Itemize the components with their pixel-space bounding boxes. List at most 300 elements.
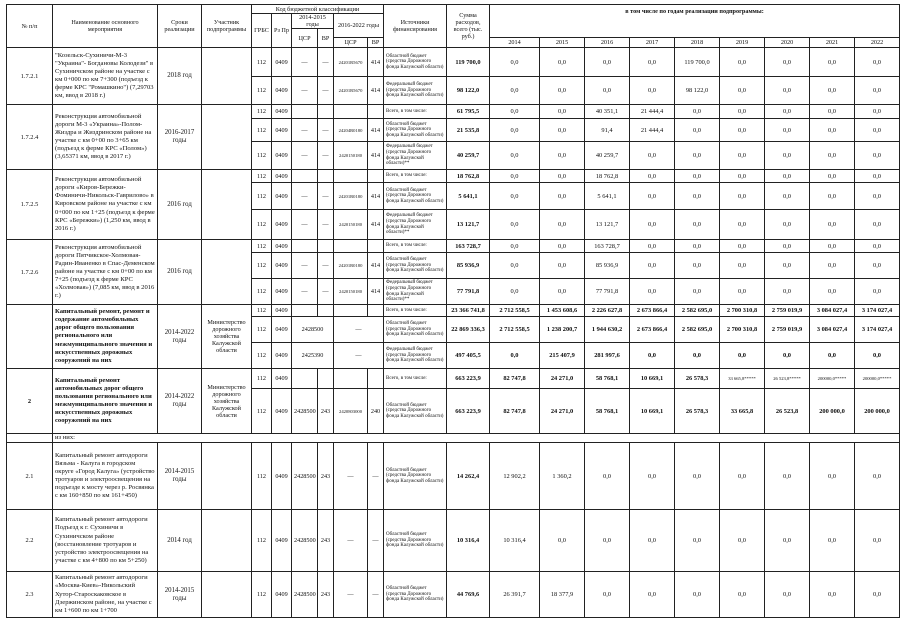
cell-year-value: 0,0 [490,119,540,142]
cell-year-value: 40 351,1 [585,105,630,119]
cell-year-value: 0,0 [585,572,630,618]
cell-rzpr: 0409 [272,305,292,317]
table-row [7,443,900,510]
cell-grbs: 112 [252,170,272,183]
header-year: 2014 [490,38,540,48]
cell-sum: 44 769,6 [447,572,490,618]
cell-year-value: 0,0 [490,105,540,119]
cell-source: Всего, в том числе: [384,170,447,183]
header-by-years: в том числе по годам реализации подпрограммы: [490,5,900,38]
cell-year-value: 21 444,4 [630,119,675,142]
cell-csr-1622: 2420803000 [334,389,368,434]
cell-year-value: 200000,0***** [810,369,855,389]
cell-year-value: 0,0 [810,279,855,305]
cell-rzpr: 0409 [272,369,292,389]
cell-year-value: 0,0 [765,48,810,77]
row-subprogram [202,510,252,572]
cell-year-value: 12 902,2 [490,443,540,510]
cell-year-value: 0,0 [490,183,540,210]
row-name: Реконструкция автомобильной дороги «Киров-Бережки-Фоминичи-Никольск-Гаврилово» в Кировском районе на участке с км 0+000 по км 1+25 (подъезд к ферме КРС «Бережки») (1,250 км, ввод в 2016 г.) [53,170,158,240]
cell-csr-1415: — [292,119,318,142]
cell-rzpr: 0409 [272,183,292,210]
cell-year-value: 3 174 027,4 [855,317,900,343]
cell-year-value: 0,0 [855,240,900,253]
cell-vr-1622: 414 [368,77,384,105]
cell-rzpr: 0409 [272,240,292,253]
cell-vr-1622 [368,305,384,317]
cell-csr-1622: 24201R0180 [334,253,368,279]
cell-csr-1622 [334,369,368,389]
cell-year-value: 0,0 [720,343,765,369]
cell-year-value: 0,0 [490,210,540,240]
cell-vr-1622: 414 [368,119,384,142]
row-num: 1.7.2.6 [7,240,53,305]
cell-rzpr: 0409 [272,77,292,105]
cell-sum: 77 791,8 [447,279,490,305]
cell-year-value: 0,0 [630,279,675,305]
cell-grbs: 112 [252,183,272,210]
row-name: Капитальный ремонт, ремонт и содержание автомобильных дорог общего пользования регионального или межмуниципального значения и искусственных дорожных сооружений на них [53,305,158,369]
header-grbs: ГРБС [252,14,272,48]
cell-source: Всего, в том числе: [384,240,447,253]
cell-year-value: 0,0 [675,253,720,279]
cell-year-value: 24 271,0 [540,369,585,389]
cell-year-value: 2 712 558,5 [490,305,540,317]
cell-sum: 14 262,4 [447,443,490,510]
cell-year-value: 200 000,0 [855,389,900,434]
cell-year-value: 18 762,8 [585,170,630,183]
cell-grbs: 112 [252,240,272,253]
cell-vr-1415: 243 [318,572,334,618]
header-year: 2017 [630,38,675,48]
cell-year-value: 0,0 [720,119,765,142]
cell-vr-1622: 414 [368,183,384,210]
cell-vr-1622: 414 [368,279,384,305]
cell-year-value: 0,0 [675,572,720,618]
cell-year-value: 0,0 [720,105,765,119]
cell-year-value: 0,0 [540,48,585,77]
cell-vr-1415: — [318,183,334,210]
cell-csr-1415: 2428500 [292,443,318,510]
cell-vr-1622: — [368,443,384,510]
cell-sum: 21 535,8 [447,119,490,142]
cell-year-value: 21 444,4 [630,105,675,119]
cell-csr-1415: — [292,279,318,305]
cell-csr-1415: 2425390 [292,343,334,369]
cell-csr-1415: — [292,210,318,240]
cell-sum: 163 728,7 [447,240,490,253]
cell-year-value: 5 641,1 [585,183,630,210]
header-year: 2016 [585,38,630,48]
row-name: Реконструкция автомобильной дороги М-3 «Украина»-Полом-Жиздра и Жиздринском районе на участке с км 0+00 по 3+65 км (подъезд к ферме КРС «Полом») (3,65371 км, ввод в 2017 г.) [53,105,158,170]
cell-source: Областной бюджет (средства Дорожного фонда Калужской области) [384,443,447,510]
row-name: Капитальный ремонт автодороги Подъезд к г. Сухиничи в Сухиничском районе (восстановление тротуаров и устройство электроосвещения на участке с км 4+800 по км 5+250) [53,510,158,572]
cell-year-value: 33 665,8***** [720,369,765,389]
cell-year-value: 0,0 [630,170,675,183]
cell-year-value: 2 759 019,9 [765,305,810,317]
row-subprogram: Министерство дорожного хозяйства Калужской области [202,369,252,434]
cell-csr-1415: — [292,48,318,77]
cell-grbs: 112 [252,142,272,170]
cell-source: Областной бюджет (средства Дорожного фонда Калужской области) [384,510,447,572]
cell-year-value: 2 700 310,8 [720,305,765,317]
cell-grbs: 112 [252,572,272,618]
header-vr-b: ВР [368,38,384,48]
cell-year-value: 0,0 [720,77,765,105]
table-row [7,510,900,572]
cell-vr-1415: — [318,77,334,105]
cell-year-value: 82 747,8 [490,389,540,434]
row-subprogram [202,170,252,240]
cell-source: Областной бюджет (средства Дорожного фонда Калужской области) [384,572,447,618]
cell-year-value: 0,0 [810,170,855,183]
cell-source: Всего, в том числе: [384,305,447,317]
table-row [7,105,900,119]
cell-year-value: 0,0 [490,77,540,105]
cell-vr-1415: — [318,142,334,170]
cell-source: Областной бюджет (средства Дорожного фонда Калужской области) [384,317,447,343]
cell-year-value: 0,0 [855,443,900,510]
cell-year-value: 1 238 200,7 [540,317,585,343]
cell-year-value: 33 665,8 [720,389,765,434]
cell-source: Областной бюджет (средства Дорожного фонда Калужской области) [384,48,447,77]
cell-year-value: 0,0 [765,240,810,253]
row-period: 2014-2022 годы [158,305,202,369]
cell-year-value: 2 673 866,4 [630,305,675,317]
cell-csr-1622 [334,105,368,119]
cell-csr-1622: 24201R5670 [334,77,368,105]
cell-csr-1622: — [334,343,384,369]
cell-year-value: 2 582 695,0 [675,317,720,343]
cell-rzpr: 0409 [272,510,292,572]
cell-sum: 10 316,4 [447,510,490,572]
cell-year-value: 0,0 [675,170,720,183]
cell-year-value: 0,0 [720,142,765,170]
table-row [7,572,900,618]
cell-year-value: 2 700 310,8 [720,317,765,343]
cell-csr-1415 [292,170,318,183]
cell-year-value: 0,0 [810,253,855,279]
cell-year-value: 200000,0***** [855,369,900,389]
cell-vr-1622: 414 [368,142,384,170]
cell-year-value: 0,0 [810,105,855,119]
cell-vr-1415 [318,105,334,119]
cell-year-value: 77 791,8 [585,279,630,305]
row-num: 1.7.2.1 [7,48,53,105]
cell-year-value: 0,0 [765,142,810,170]
cell-year-value: 0,0 [855,343,900,369]
cell-rzpr: 0409 [272,343,292,369]
cell-csr-1622 [334,240,368,253]
cell-year-value: 0,0 [855,119,900,142]
cell-source: Федеральный бюджет (средства Дорожного фонда Калужской области)** [384,142,447,170]
cell-year-value: 0,0 [855,48,900,77]
cell-grbs: 112 [252,279,272,305]
cell-year-value: 0,0 [630,510,675,572]
cell-year-value: 0,0 [855,210,900,240]
cell-year-value: 0,0 [540,279,585,305]
cell-year-value: 0,0 [540,253,585,279]
budget-table [6,4,900,618]
cell-year-value: 13 121,7 [585,210,630,240]
row-period: 2014-2015 годы [158,443,202,510]
header-num: № п/п [7,5,53,48]
cell-year-value: 10 316,4 [490,510,540,572]
cell-year-value: 0,0 [765,253,810,279]
cell-year-value: 0,0 [855,77,900,105]
cell-year-value: 0,0 [540,170,585,183]
header-year: 2019 [720,38,765,48]
cell-year-value: 0,0 [720,48,765,77]
cell-year-value: 0,0 [720,443,765,510]
header-y1622: 2016-2022 годы [334,14,384,38]
cell-year-value: 3 084 027,4 [810,305,855,317]
cell-sum: 497 405,5 [447,343,490,369]
cell-year-value: 0,0 [675,105,720,119]
cell-year-value: 10 669,1 [630,389,675,434]
cell-rzpr: 0409 [272,253,292,279]
cell-year-value: 0,0 [490,142,540,170]
cell-year-value: 0,0 [540,240,585,253]
cell-year-value: 0,0 [490,253,540,279]
cell-csr-1622: — [334,317,384,343]
header-name: Наименование основного мероприятия [53,5,158,48]
cell-vr-1622 [368,240,384,253]
cell-csr-1622: 2420150180 [334,142,368,170]
cell-year-value: 0,0 [540,142,585,170]
cell-year-value: 0,0 [765,279,810,305]
header-year: 2018 [675,38,720,48]
cell-csr-1415: — [292,253,318,279]
table-row [7,305,900,317]
cell-csr-1415 [292,305,318,317]
header-csr-a: ЦСР [292,29,318,48]
row-subprogram [202,48,252,105]
header-period: Сроки реализации [158,5,202,48]
cell-vr-1622 [368,170,384,183]
cell-source: Федеральный бюджет (средства Дорожного фонда Калужской области) [384,77,447,105]
cell-sum: 663 223,9 [447,389,490,434]
cell-grbs: 112 [252,317,272,343]
cell-source: Всего, в том числе: [384,105,447,119]
cell-csr-1415: 2428500 [292,317,334,343]
cell-grbs: 112 [252,305,272,317]
table-row [7,48,900,77]
document-page [6,4,899,636]
cell-csr-1622: — [334,443,368,510]
cell-year-value: 0,0 [630,343,675,369]
cell-year-value: 0,0 [765,343,810,369]
table-row [7,240,900,253]
cell-csr-1622: — [334,510,368,572]
cell-sum: 85 936,9 [447,253,490,279]
cell-year-value: 0,0 [675,142,720,170]
table-row [7,434,900,443]
cell-year-value: 58 768,1 [585,389,630,434]
cell-year-value: 0,0 [765,210,810,240]
row-period: 2018 год [158,48,202,105]
cell-year-value: 0,0 [585,510,630,572]
cell-year-value: 0,0 [765,183,810,210]
cell-year-value: 281 997,6 [585,343,630,369]
cell-source: Федеральный бюджет (средства Дорожного фонда Калужской области) [384,343,447,369]
row-subprogram [202,105,252,170]
cell-year-value: 0,0 [630,142,675,170]
cell-year-value: 1 453 608,6 [540,305,585,317]
cell-year-value: 0,0 [675,119,720,142]
cell-rzpr: 0409 [272,210,292,240]
cell-csr-1622: — [334,572,368,618]
cell-year-value: 0,0 [675,443,720,510]
header-budget-code: Код бюджетной классификации [252,5,384,14]
header-year: 2015 [540,38,585,48]
cell-year-value: 0,0 [810,48,855,77]
cell-grbs: 112 [252,389,272,434]
cell-year-value: 26 523,8 [765,389,810,434]
cell-year-value: 0,0 [765,443,810,510]
cell-year-value: 0,0 [765,77,810,105]
cell-sum: 5 641,1 [447,183,490,210]
row-subprogram [202,443,252,510]
cell-year-value: 0,0 [490,48,540,77]
cell-rzpr: 0409 [272,317,292,343]
cell-year-value: 0,0 [540,105,585,119]
cell-year-value: 0,0 [720,240,765,253]
cell-year-value: 24 271,0 [540,389,585,434]
header-y1415: 2014-2015 годы [292,14,334,29]
row-subprogram [202,240,252,305]
cell-sum: 663 223,9 [447,369,490,389]
row-period: 2014 год [158,510,202,572]
cell-vr-1622: 414 [368,210,384,240]
cell-year-value: 0,0 [630,210,675,240]
cell-year-value: 0,0 [540,210,585,240]
cell-csr-1415: — [292,183,318,210]
cell-year-value: 0,0 [720,572,765,618]
cell-year-value: 0,0 [630,77,675,105]
cell-year-value: 215 407,9 [540,343,585,369]
cell-year-value: 0,0 [490,170,540,183]
header-csr-b: ЦСР [334,38,368,48]
cell-csr-1415: 2428500 [292,510,318,572]
cell-year-value: 0,0 [630,443,675,510]
cell-year-value: 0,0 [720,210,765,240]
cell-csr-1415: 2428500 [292,572,318,618]
cell-year-value: 2 226 627,8 [585,305,630,317]
row-name: Капитальный ремонт автодороги «Москва-Киев»-Никольский Хутор-Староскаковское в Дзержинском районе, на участке с км 1+600 по км 1+700 [53,572,158,618]
cell-vr-1622: 240 [368,389,384,434]
cell-year-value: 0,0 [585,48,630,77]
cell-rzpr: 0409 [272,142,292,170]
cell-year-value: 0,0 [765,510,810,572]
cell-year-value: 0,0 [855,142,900,170]
cell-year-value: 0,0 [765,105,810,119]
cell-year-value: 26 523,8***** [765,369,810,389]
cell-year-value: 0,0 [540,183,585,210]
cell-year-value: 0,0 [490,343,540,369]
header-source: Источники финансирования [384,5,447,48]
header-rzpr: Рз Пр [272,14,292,48]
cell-sum: 23 366 741,8 [447,305,490,317]
row-period: 2014-2022 годы [158,369,202,434]
row-num: 2.2 [7,510,53,572]
cell-source: Областной бюджет (средства Дорожного фонда Калужской области) [384,183,447,210]
cell-vr-1622 [368,369,384,389]
cell-year-value: 0,0 [720,279,765,305]
cell-year-value: 0,0 [855,510,900,572]
row-name: Капитальный ремонт автомобильных дорог общего пользования регионального или межмуниципального значения и искусственных дорожных сооружений на них [53,369,158,434]
cell-vr-1415: — [318,119,334,142]
cell-vr-1415 [318,240,334,253]
cell-year-value: 0,0 [675,183,720,210]
cell-vr-1415: 243 [318,389,334,434]
cell-grbs: 112 [252,77,272,105]
cell-vr-1415 [318,369,334,389]
row-subprogram: Министерство дорожного хозяйства Калужской области [202,305,252,369]
cell-vr-1415: — [318,48,334,77]
cell-rzpr: 0409 [272,170,292,183]
cell-year-value: 0,0 [630,572,675,618]
cell-rzpr: 0409 [272,572,292,618]
cell-source: Областной бюджет (средства Дорожного фонда Калужской области) [384,119,447,142]
cell-rzpr: 0409 [272,443,292,510]
cell-year-value: 0,0 [720,183,765,210]
cell-csr-1415: — [292,142,318,170]
cell-rzpr: 0409 [272,119,292,142]
cell-grbs: 112 [252,253,272,279]
row-num: 1.7.2.4 [7,105,53,170]
cell-csr-1622: 24201R5670 [334,48,368,77]
cell-year-value: 0,0 [720,510,765,572]
row-name: "Козельск-Сухиничи-М-3 "Украина"- Богдановы Колодези" в Сухиничском районе на участке с км 0+000 по км 7+300 (подъезд к ферме КРС "Ромашкино") (7,29703 км, ввод в 2018 г.) [53,48,158,105]
cell-vr-1415: 243 [318,443,334,510]
cell-year-value: 0,0 [490,240,540,253]
cell-sum: 18 762,8 [447,170,490,183]
row-name: Капитальный ремонт автодороги Вязьма - Калуга в городском округе «Город Калуга» (устройство тротуаров и электроосвещения на подъезде к мосту через р. Росвянка с км 160+850 по км 161+450) [53,443,158,510]
header-sum: Сумма расходов, всего (тыс. руб.) [447,5,490,48]
cell-year-value: 0,0 [720,170,765,183]
cell-csr-1622 [334,305,368,317]
cell-csr-1415 [292,105,318,119]
cell-year-value: 0,0 [810,77,855,105]
table-row [7,170,900,183]
cell-sum: 61 795,5 [447,105,490,119]
cell-vr-1415 [318,305,334,317]
cell-year-value: 0,0 [540,510,585,572]
cell-year-value: 0,0 [675,343,720,369]
cell-source: Всего, в том числе: [384,369,447,389]
row-num: 2 [7,369,53,434]
cell-csr-1415: 2428500 [292,389,318,434]
cell-year-value: 0,0 [630,48,675,77]
header-vr-a: ВР [318,29,334,48]
cell-year-value: 0,0 [630,183,675,210]
cell-year-value: 0,0 [540,77,585,105]
cell-grbs: 112 [252,369,272,389]
header-year: 2020 [765,38,810,48]
cell-year-value: 0,0 [855,183,900,210]
cell-sum: 22 869 336,3 [447,317,490,343]
cell-year-value: 0,0 [630,240,675,253]
row-period: 2014-2015 годы [158,572,202,618]
cell-csr-1415 [292,240,318,253]
cell-year-value: 0,0 [810,343,855,369]
cell-year-value: 0,0 [855,279,900,305]
cell-year-value: 0,0 [810,183,855,210]
cell-sum: 119 700,0 [447,48,490,77]
cell-year-value: 98 122,0 [675,77,720,105]
cell-grbs: 112 [252,510,272,572]
